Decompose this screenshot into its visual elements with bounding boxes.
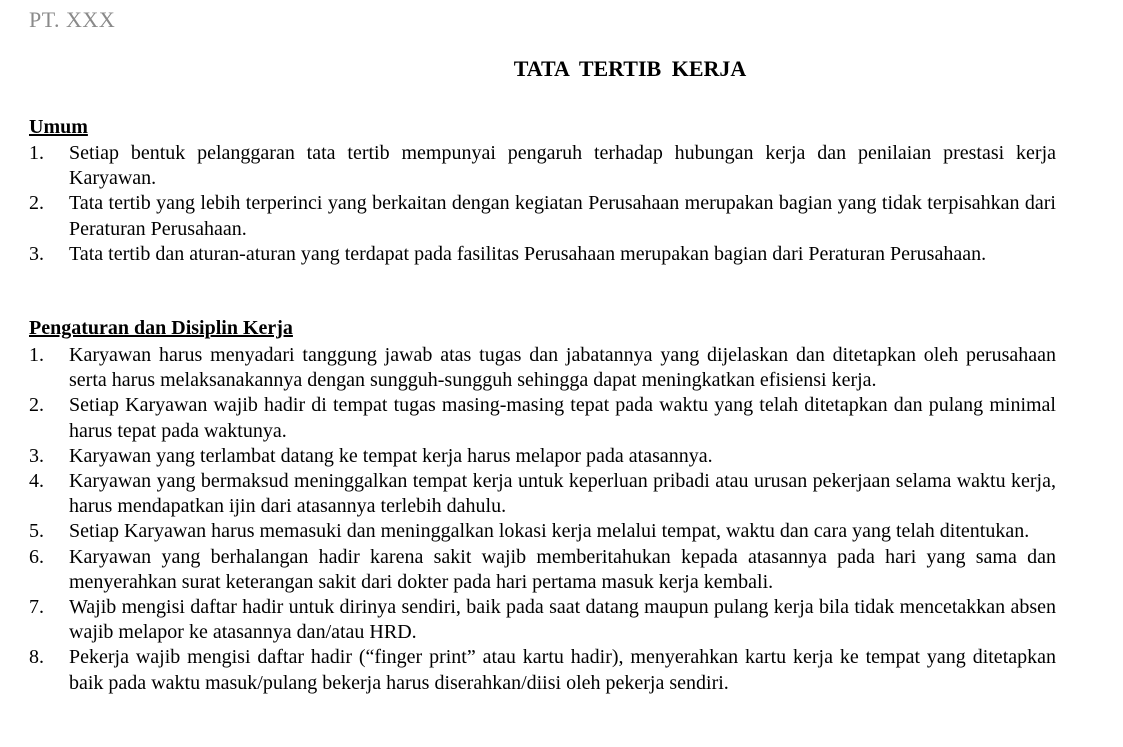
list-item [29,242,1056,267]
item-text: Setiap Karyawan harus memasuki dan meninggalkan lokasi kerja melalui tempat, waktu dan cara yang telah ditentukan. [69,520,1030,543]
item-number: 2. [29,192,44,215]
item-text: Karyawan yang bermaksud meninggalkan tempat kerja untuk keperluan pribadi atau urusan pekerjaan selama waktu kerja, harus mendapatkan ijin dari atasannya terlebih dahulu. [69,470,1056,518]
list-item [29,545,1056,595]
section-heading-umum: Umum [29,116,88,138]
list-item [29,444,1056,469]
item-text: Tata tertib yang lebih terperinci yang berkaitan dengan kegiatan Perusahaan merupakan bagian yang tidak terpisahkan dari Peraturan Perusahaan. [69,192,1056,240]
item-number: 7. [29,596,44,619]
item-text: Setiap Karyawan wajib hadir di tempat tugas masing-masing tepat pada waktu yang telah ditetapkan dan pulang minimal harus tepat pada waktunya. [69,394,1056,442]
item-number: 2. [29,394,44,417]
list-item [29,343,1056,393]
item-text: Setiap bentuk pelanggaran tata tertib mempunyai pengaruh terhadap hubungan kerja dan penilaian prestasi kerja Karyawan. [69,142,1056,190]
item-number: 3. [29,444,44,467]
item-number: 1. [29,142,44,164]
item-number: 6. [29,545,44,568]
item-text: Wajib mengisi daftar hadir untuk dirinya sendiri, baik pada saat datang maupun pulang kerja bila tidak mencetakkan absen wajib melapor ke atasannya dan/atau HRD. [69,596,1056,644]
list-item [29,519,1056,544]
item-text: Karyawan harus menyadari tanggung jawab atas tugas dan jabatannya yang dijelaskan dan ditetapkan oleh perusahaan serta harus melaksanakannya dengan sungguh-sungguh sehingga dapat meningkatkan efisiensi kerja. [69,344,1056,392]
item-text: Karyawan yang terlambat datang ke tempat kerja harus melapor pada atasannya. [69,444,713,467]
list-item [29,645,1056,695]
list-item [29,191,1056,241]
company-name: PT. XXX [29,7,116,32]
item-number: 1. [29,344,44,366]
list-item [29,595,1056,645]
item-number: 5. [29,520,44,543]
item-text: Tata tertib dan aturan-aturan yang terdapat pada fasilitas Perusahaan merupakan bagian dari Peraturan Perusahaan. [69,242,987,265]
section-heading-disiplin: Pengaturan dan Disiplin Kerja [29,317,293,339]
item-number: 8. [29,646,44,669]
list-item [29,141,1056,191]
item-number: 4. [29,470,44,493]
list-item [29,393,1056,443]
list-item [29,469,1056,519]
list-umum [29,141,1056,267]
item-text: Karyawan yang berhalangan hadir karena sakit wajib memberitahukan kepada atasannya pada hari yang sama dan menyerahkan surat keterangan sakit dari dokter pada hari pertama masuk kerja kembali. [69,545,1056,593]
document-title: TATA TERTIB KERJA [513,56,747,81]
item-number: 3. [29,242,44,265]
list-disiplin [29,343,1056,696]
item-text: Pekerja wajib mengisi daftar hadir (“finger print” atau kartu hadir), menyerahkan kartu kerja ke tempat yang ditetapkan baik pada waktu masuk/pulang bekerja harus diserahkan/diisi oleh pekerja sendiri. [69,646,1056,694]
